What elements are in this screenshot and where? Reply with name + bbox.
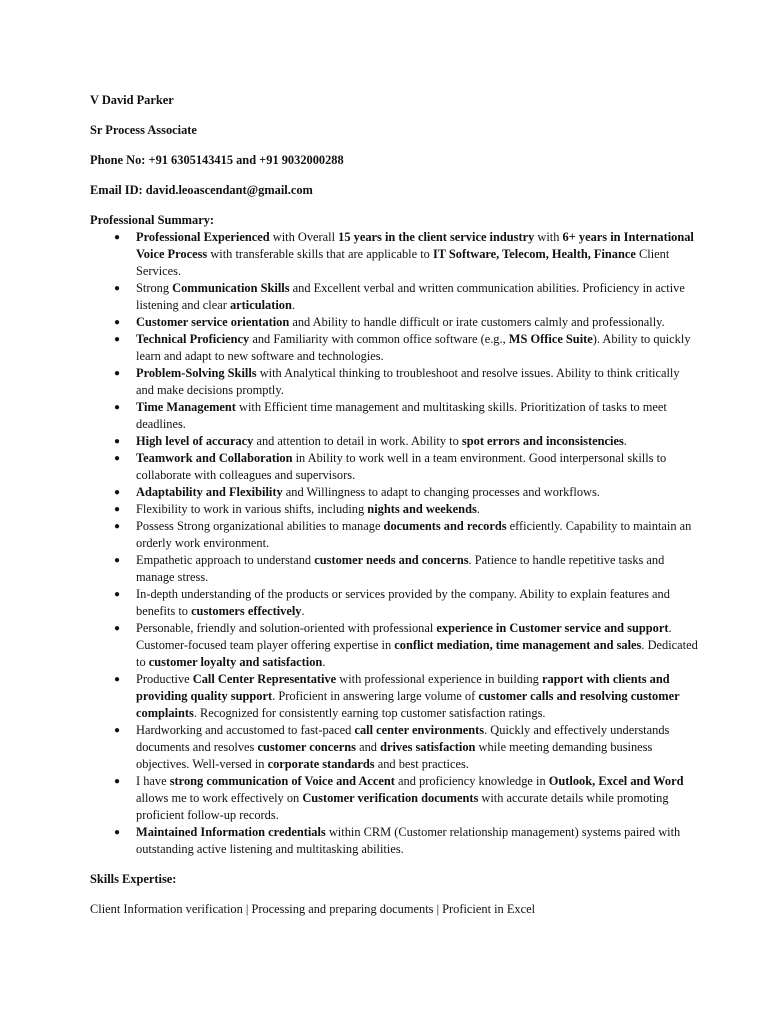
bullet-text: Client Services. xyxy=(136,247,670,278)
summary-bullet-item xyxy=(114,722,698,773)
bullet-text: ). Ability to quickly learn and adapt to new software and technologies. xyxy=(136,332,691,363)
summary-bullet-item xyxy=(114,450,698,484)
bullet-dot-icon: ● xyxy=(114,521,121,532)
bullet-text: Empathetic approach to understand xyxy=(136,553,315,567)
bullet-text-bold: IT Software, Telecom, Health, Finance xyxy=(432,247,636,261)
bullet-text-bold: High level of accuracy xyxy=(136,434,254,448)
summary-bullet-item xyxy=(114,671,698,722)
summary-bullet-item xyxy=(114,280,698,314)
bullet-text: . Proficient in answering large volume of xyxy=(272,689,479,703)
bullet-text: and Familiarity with common office software (e.g., xyxy=(249,332,509,346)
bullet-dot-icon: ● xyxy=(114,504,121,515)
bullet-text-bold: Adaptability and Flexibility xyxy=(136,485,283,499)
candidate-name: V David Parker xyxy=(90,93,174,107)
bullet-text-bold: Teamwork and Collaboration xyxy=(136,451,293,465)
bullet-dot-icon: ● xyxy=(114,555,121,566)
skills-expertise-heading: Skills Expertise: xyxy=(90,872,177,886)
phone-line: Phone No: +91 6305143415 and +91 9032000288 xyxy=(90,153,344,167)
bullet-text: Personable, friendly and solution-oriented with professional xyxy=(136,621,437,635)
bullet-text: Flexibility to work in various shifts, including xyxy=(136,502,368,516)
bullet-text: . xyxy=(291,298,295,312)
bullet-text: . xyxy=(476,502,480,516)
bullet-text: Possess Strong organizational abilities to manage xyxy=(136,519,384,533)
bullet-text-bold: strong communication of Voice and Accent xyxy=(169,774,395,788)
bullet-dot-icon: ● xyxy=(114,283,121,294)
bullet-text: and Excellent verbal and written communication abilities. Proficiency in active listening and clear xyxy=(136,281,685,312)
summary-bullet-item xyxy=(114,773,698,824)
bullet-text: with professional experience in building xyxy=(336,672,542,686)
job-title: Sr Process Associate xyxy=(90,123,197,137)
bullet-text-bold: documents and records xyxy=(383,519,507,533)
bullet-text-bold: 6+ years in International Voice Process xyxy=(136,230,694,261)
bullet-text-bold: customer concerns xyxy=(257,740,356,754)
bullet-dot-icon: ● xyxy=(114,436,121,447)
bullet-text: allows me to work effectively on xyxy=(136,791,303,805)
bullet-text: efficiently. Capability to maintain an orderly work environment. xyxy=(136,519,692,550)
professional-summary-heading: Professional Summary: xyxy=(90,213,215,227)
bullet-text: with xyxy=(534,230,563,244)
bullet-text: . xyxy=(623,434,627,448)
bullet-dot-icon: ● xyxy=(114,232,121,243)
bullet-text: with accurate details while promoting proficient follow-up records. xyxy=(136,791,669,822)
bullet-text: and attention to detail in work. Ability to xyxy=(253,434,462,448)
bullet-text: Strong xyxy=(136,281,173,295)
email-line: Email ID: david.leoascendant@gmail.com xyxy=(90,183,313,197)
bullet-text-bold: Time Management xyxy=(136,400,236,414)
bullet-text-bold: drives satisfaction xyxy=(380,740,476,754)
bullet-text: I have xyxy=(136,774,170,788)
bullet-text: and xyxy=(356,740,381,754)
bullet-dot-icon: ● xyxy=(114,674,121,685)
bullet-text-bold: Call Center Representative xyxy=(192,672,337,686)
bullet-text: with Overall xyxy=(269,230,339,244)
bullet-text-bold: customer needs and concerns xyxy=(314,553,469,567)
bullet-text: . Quickly and effectively understands documents and resolves xyxy=(136,723,670,754)
summary-bullet-item xyxy=(114,620,698,671)
bullet-dot-icon: ● xyxy=(114,453,121,464)
summary-bullet-item xyxy=(114,399,698,433)
summary-bullet-item xyxy=(114,433,698,450)
summary-bullet-item xyxy=(114,484,698,501)
bullet-text-bold: nights and weekends xyxy=(367,502,477,516)
bullet-text-bold: experience in Customer service and support xyxy=(436,621,669,635)
bullet-dot-icon: ● xyxy=(114,589,121,600)
bullet-text: . Customer-focused team player offering expertise in xyxy=(136,621,672,652)
bullet-text: In-depth understanding of the products or services provided by the company. Ability to explain features and benefits to xyxy=(136,587,670,618)
summary-bullet-item xyxy=(114,314,698,331)
bullet-text-bold: 15 years in the client service industry xyxy=(338,230,535,244)
bullet-dot-icon: ● xyxy=(114,725,121,736)
bullet-text-bold: conflict mediation, time management and sales xyxy=(394,638,642,652)
bullet-text: while meeting demanding business objectives. Well-versed in xyxy=(136,740,653,771)
bullet-text-bold: Customer verification documents xyxy=(302,791,479,805)
bullet-text: in Ability to work well in a team environment. Good interpersonal skills to collaborate with colleagues and supervisors. xyxy=(136,451,667,482)
bullet-text: . xyxy=(322,655,326,669)
bullet-text-bold: Maintained Information credentials xyxy=(136,825,326,839)
summary-bullet-item xyxy=(114,229,698,280)
bullet-text: and proficiency knowledge in xyxy=(394,774,549,788)
bullet-text: with Efficient time management and multitasking skills. Prioritization of tasks to meet deadlines. xyxy=(136,400,667,431)
bullet-text: . xyxy=(301,604,305,618)
summary-bullet-item xyxy=(114,365,698,399)
bullet-text-bold: corporate standards xyxy=(267,757,375,771)
bullet-text-bold: spot errors and inconsistencies xyxy=(461,434,624,448)
summary-bullet-item xyxy=(114,824,698,858)
summary-bullet-item xyxy=(114,518,698,552)
bullet-dot-icon: ● xyxy=(114,334,121,345)
professional-summary-list xyxy=(90,229,698,858)
bullet-text: and Willingness to adapt to changing processes and workflows. xyxy=(282,485,600,499)
bullet-dot-icon: ● xyxy=(114,776,121,787)
bullet-dot-icon: ● xyxy=(114,487,121,498)
summary-bullet-item xyxy=(114,331,698,365)
bullet-dot-icon: ● xyxy=(114,827,121,838)
bullet-text-bold: rapport with clients and providing quality support xyxy=(136,672,670,703)
bullet-dot-icon: ● xyxy=(114,623,121,634)
bullet-text-bold: customer loyalty and satisfaction xyxy=(148,655,323,669)
bullet-text-bold: customer calls and resolving customer complaints xyxy=(136,689,680,720)
bullet-text-bold: Professional Experienced xyxy=(136,230,270,244)
summary-bullet-item xyxy=(114,552,698,586)
skills-expertise-text: Client Information verification | Processing and preparing documents | Proficient in Excel xyxy=(90,902,536,916)
bullet-text-bold: call center environments xyxy=(354,723,485,737)
bullet-text-bold: articulation xyxy=(229,298,292,312)
bullet-text: with Analytical thinking to troubleshoot and resolve issues. Ability to think critically and make decisions promptly. xyxy=(136,366,680,397)
bullet-text: and best practices. xyxy=(374,757,469,771)
bullet-text: . Recognized for consistently earning top customer satisfaction ratings. xyxy=(193,706,546,720)
bullet-text-bold: Customer service orientation xyxy=(136,315,290,329)
summary-bullet-item xyxy=(114,586,698,620)
bullet-dot-icon: ● xyxy=(114,317,121,328)
bullet-text-bold: MS Office Suite xyxy=(508,332,593,346)
bullet-dot-icon: ● xyxy=(114,368,121,379)
bullet-text-bold: customers effectively xyxy=(191,604,302,618)
summary-bullet-item xyxy=(114,501,698,518)
bullet-text-bold: Problem-Solving Skills xyxy=(136,366,257,380)
bullet-dot-icon: ● xyxy=(114,402,121,413)
bullet-text: Productive xyxy=(136,672,193,686)
bullet-text: . Dedicated to xyxy=(136,638,698,669)
bullet-text-bold: Technical Proficiency xyxy=(136,332,250,346)
bullet-text: . Patience to handle repetitive tasks and manage stress. xyxy=(136,553,665,584)
bullet-text: with transferable skills that are applicable to xyxy=(207,247,433,261)
bullet-text: Hardworking and accustomed to fast-paced xyxy=(136,723,355,737)
bullet-text-bold: Outlook, Excel and Word xyxy=(548,774,684,788)
bullet-text: within CRM (Customer relationship management) systems paired with outstanding active listening and multitasking abilities. xyxy=(136,825,681,856)
bullet-text: and Ability to handle difficult or irate customers calmly and professionally. xyxy=(289,315,665,329)
bullet-text-bold: Communication Skills xyxy=(172,281,290,295)
